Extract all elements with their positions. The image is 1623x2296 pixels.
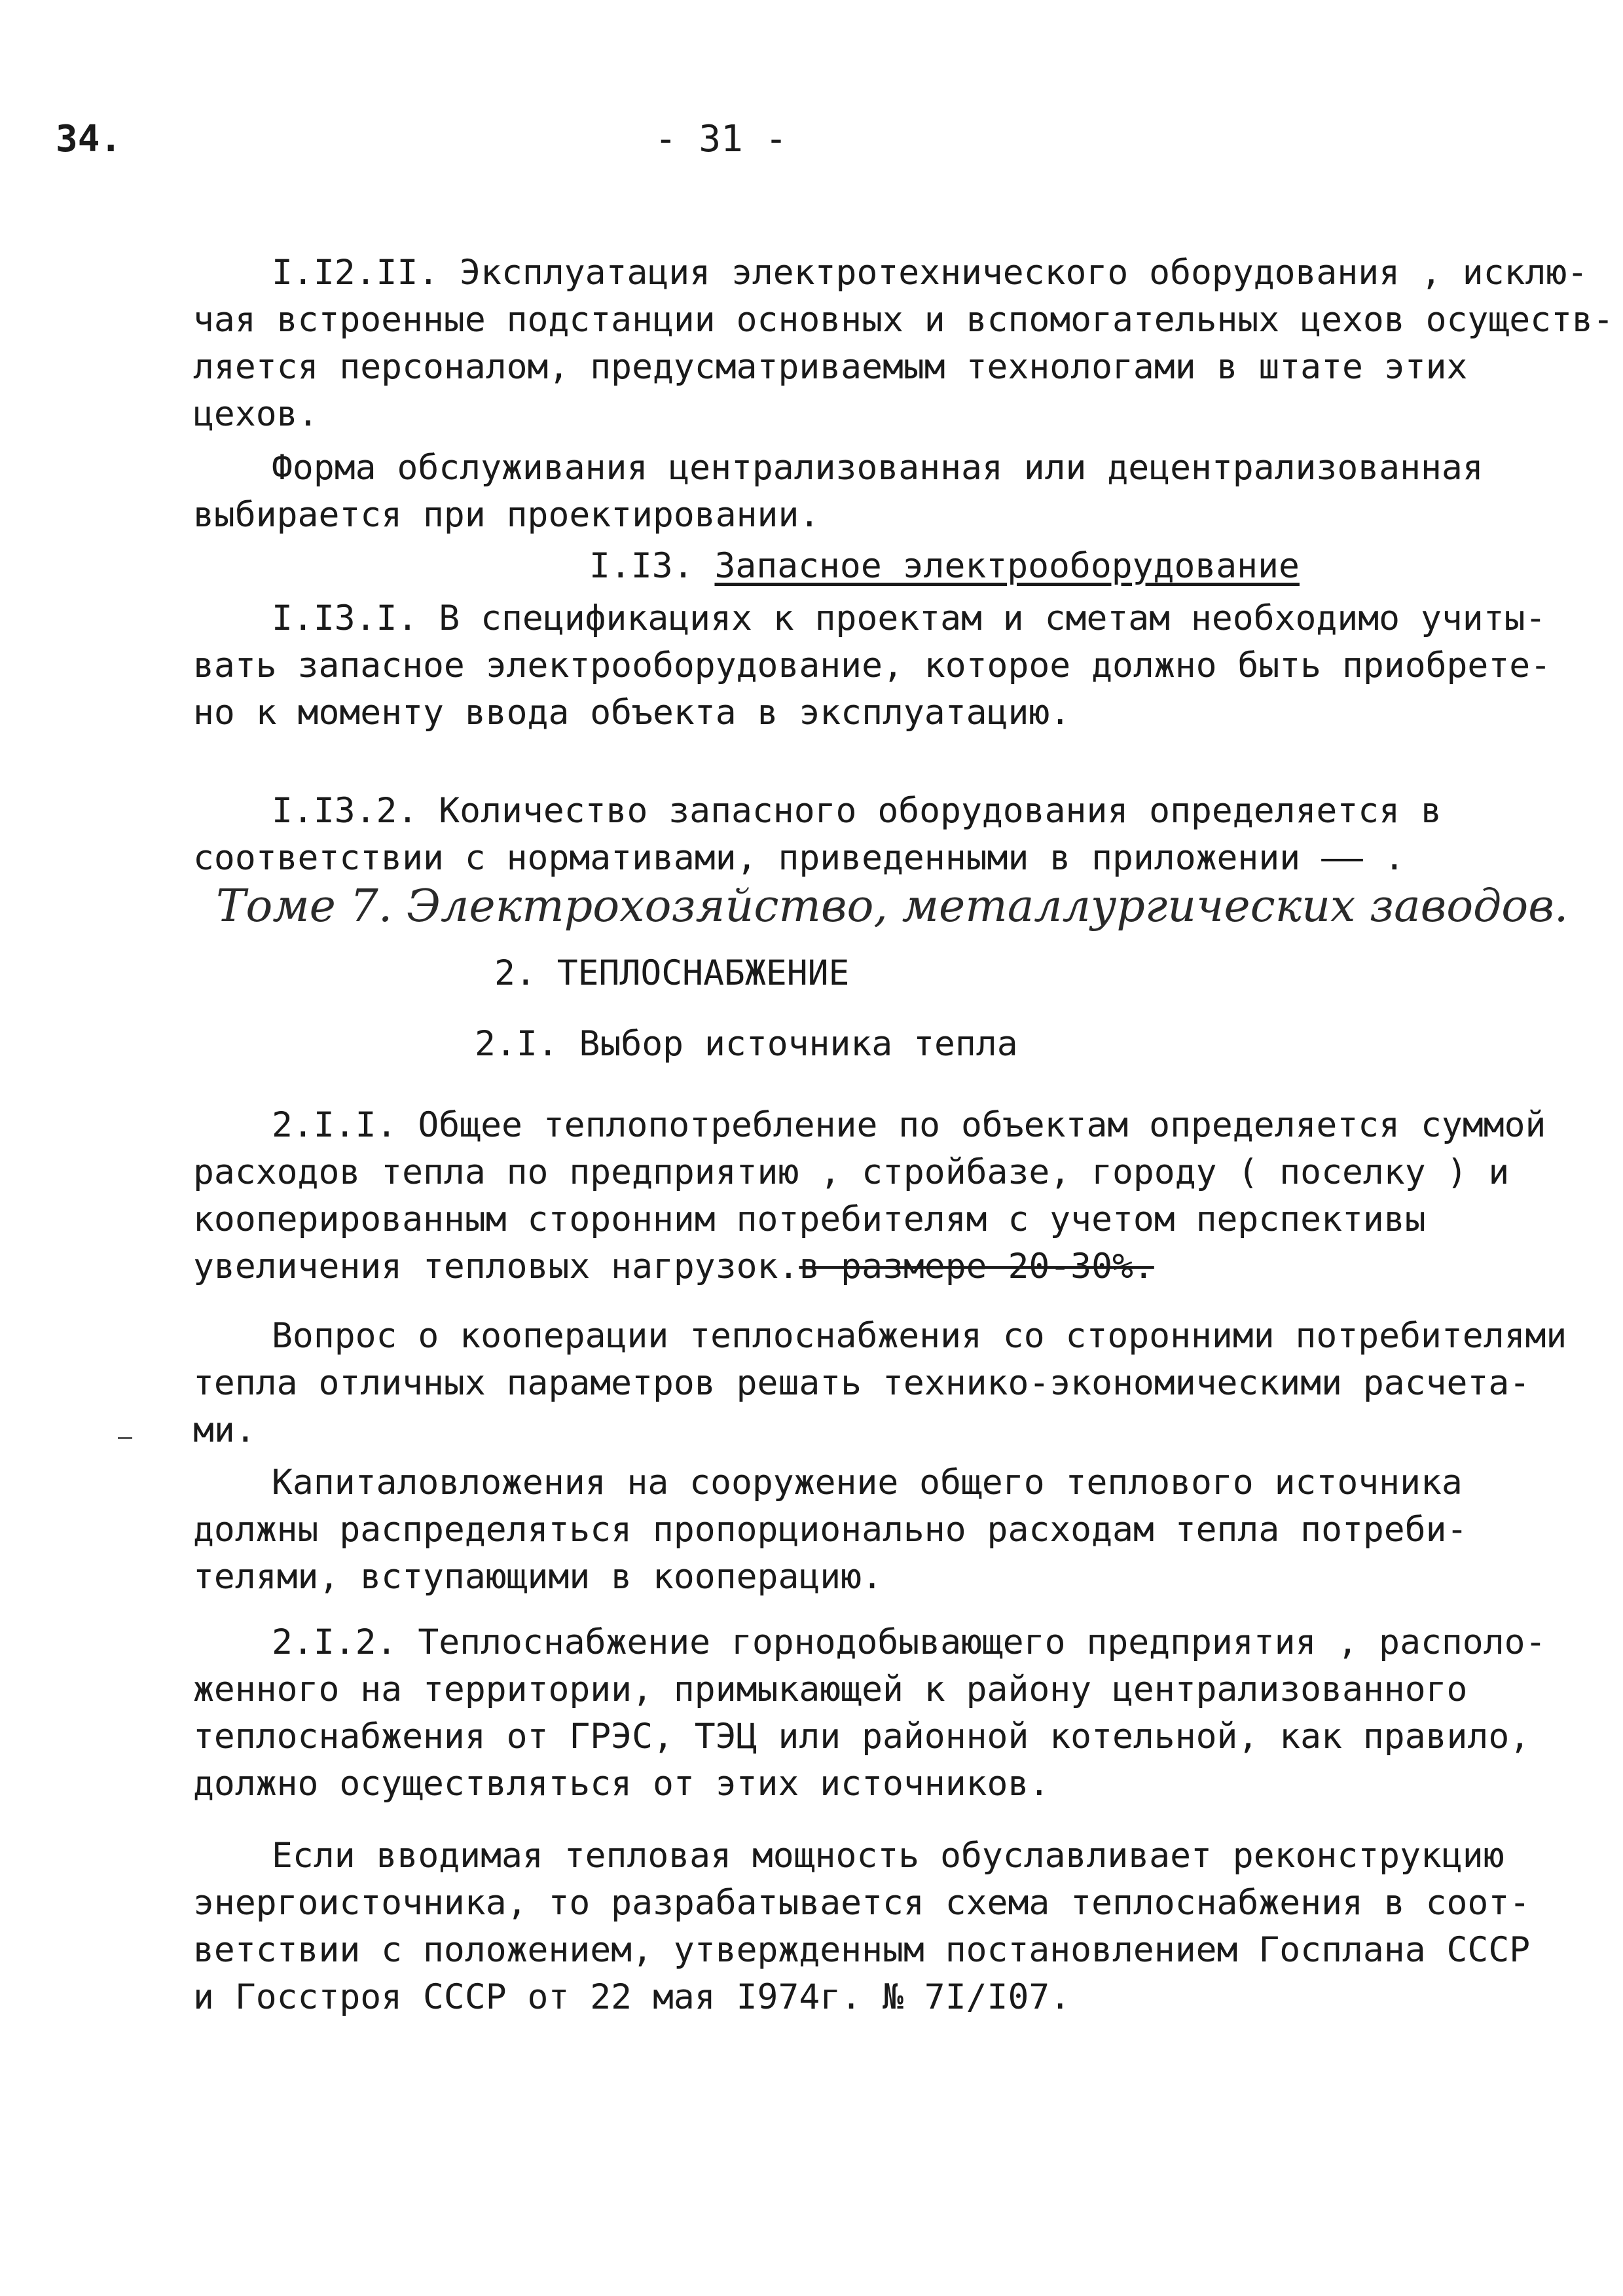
text-line: выбирается при проектировании. (193, 495, 820, 535)
text-line: ми. (193, 1410, 256, 1450)
text-line: вать запасное электрооборудование, которое должно быть приобрете- (193, 646, 1552, 685)
text-line: должно осуществляться от этих источников. (193, 1764, 1050, 1804)
margin-mark (118, 1437, 132, 1439)
text-line: I.I2.II. Эксплуатация электротехнического оборудования , исклю- (272, 253, 1588, 293)
center-page-number: - 31 - (655, 118, 788, 160)
heading-title: Запасное электрооборудование (714, 546, 1300, 586)
text-line: должны распределяться пропорционально расходам тепла потреби- (193, 1510, 1468, 1550)
text-line: ляется персоналом, предусматриваемым технологами в штате этих (193, 347, 1468, 387)
text-line: I.I3.2. Количество запасного оборудования определяется в (272, 791, 1442, 831)
text-line: Если вводимая тепловая мощность обуславливает реконструкцию (272, 1836, 1504, 1876)
text-line: ветствии с положением, утвержденным постановлением Госплана СССР (193, 1930, 1531, 1970)
text-line: расходов тепла по предприятию , стройбазе, городу ( поселку ) и (193, 1152, 1510, 1192)
struck-text: в размере 20-30%. (799, 1247, 1154, 1286)
text-line: женного на территории, примыкающей к району централизованного (193, 1669, 1468, 1709)
appendix-blank-mark: –– . (1321, 838, 1405, 878)
heading-number: I.I3. (589, 546, 694, 586)
text-line: и Госстроя СССР от 22 мая I974г. № 7I/I07. (193, 1977, 1071, 2017)
text-line: чая встроенные подстанции основных и вспомогательных цехов осуществ- (193, 300, 1614, 340)
line-text: увеличения тепловых нагрузок. (193, 1247, 799, 1286)
section-heading-1-13 (589, 546, 1300, 586)
line-text: соответствии с нормативами, приведенными в приложении (193, 838, 1301, 878)
text-line: Форма обслуживания централизованная или децентрализованная (272, 448, 1484, 488)
text-line: цехов. (193, 394, 319, 434)
handwritten-note: Томе 7. Электрохозяйство, металлургических заводов. (216, 881, 1569, 932)
section-title: 2. ТЕПЛОСНАБЖЕНИЕ (494, 953, 850, 993)
text-line: теплоснабжения от ГРЭС, ТЭЦ или районной котельной, как правило, (193, 1717, 1531, 1757)
text-line: Капиталовложения на сооружение общего теплового источника (272, 1463, 1463, 1503)
text-line: но к моменту ввода объекта в эксплуатацию. (193, 693, 1071, 733)
corner-page-number: 34. (56, 118, 122, 160)
text-line: энергоисточника, то разрабатывается схема теплоснабжения в соот- (193, 1883, 1531, 1923)
text-line: 2.I.2. Теплоснабжение горнодобывающего предприятия , располо- (272, 1622, 1546, 1662)
text-line: кооперированным сторонним потребителям с учетом перспективы (193, 1199, 1426, 1239)
text-line: I.I3.I. В спецификациях к проектам и сметам необходимо учиты- (272, 598, 1546, 638)
text-line: 2.I.I. Общее теплопотребление по объектам определяется суммой (272, 1105, 1546, 1145)
text-line (193, 838, 1405, 878)
text-line (193, 1249, 1154, 1284)
text-line: Вопрос о кооперации теплоснабжения со сторонними потребителями (272, 1316, 1567, 1356)
subsection-title: 2.I. Выбор источника тепла (475, 1024, 1018, 1064)
text-line: телями, вступающими в кооперацию. (193, 1557, 883, 1597)
text-line: тепла отличных параметров решать технико-экономическими расчета- (193, 1363, 1531, 1403)
